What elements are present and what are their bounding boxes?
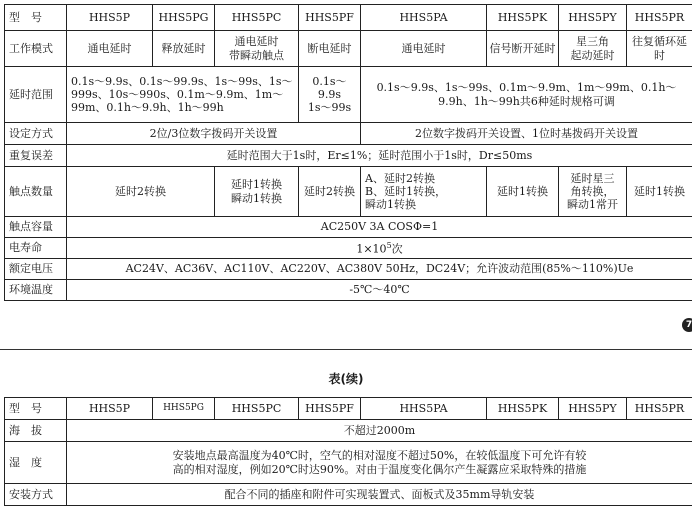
cell-work-mode-pg: 释放延时	[153, 31, 215, 67]
label-setting: 设定方式	[5, 123, 67, 145]
label-altitude: 海 拔	[5, 420, 67, 442]
spec-table	[4, 4, 692, 301]
header2-hhs5pg: HHS5PG	[153, 398, 215, 420]
row-mounting	[5, 484, 692, 506]
life-unit: 次	[391, 242, 403, 256]
label-temp: 环境温度	[5, 280, 67, 301]
header-hhs5pa: HHS5PA	[361, 5, 487, 31]
cell-setting-right: 2位数字拨码开关设置、1位时基拨码开关设置	[361, 123, 692, 145]
cell-contacts-p: 延时2转换	[67, 167, 215, 217]
row-humidity	[5, 442, 692, 484]
cell-contacts-pk: 延时1转换	[487, 167, 559, 217]
life-exponent: 5	[386, 240, 392, 250]
cell-altitude: 不超过2000m	[67, 420, 692, 442]
row-temp	[5, 280, 692, 301]
cell-work-mode-p: 通电延时	[67, 31, 153, 67]
row-capacity	[5, 217, 692, 238]
header-hhs5pf: HHS5PF	[299, 5, 361, 31]
header2-hhs5p: HHS5P	[67, 398, 153, 420]
header2-model: 型 号	[5, 398, 67, 420]
life-base: 1×10	[356, 242, 387, 256]
header2-hhs5pc: HHS5PC	[215, 398, 299, 420]
header-hhs5p: HHS5P	[67, 5, 153, 31]
row-repeat-error	[5, 145, 692, 167]
header2-hhs5pa: HHS5PA	[361, 398, 487, 420]
cell-mounting: 配合不同的插座和附件可实现装置式、面板式及35mm导轨安装	[67, 484, 692, 506]
cell-life	[67, 238, 692, 259]
cell-setting-left: 2位/3位数字拨码开关设置	[67, 123, 361, 145]
header-hhs5pg: HHS5PG	[153, 5, 215, 31]
cell-work-mode-pr: 往复循环延时	[627, 31, 692, 67]
label-humidity: 湿 度	[5, 442, 67, 484]
header-hhs5pk: HHS5PK	[487, 5, 559, 31]
cell-work-mode-pk: 信号断开延时	[487, 31, 559, 67]
cell-capacity: AC250V 3A COSΦ=1	[67, 217, 692, 238]
header2-hhs5py: HHS5PY	[559, 398, 627, 420]
header-model: 型 号	[5, 5, 67, 31]
label-repeat-error: 重复误差	[5, 145, 67, 167]
row-work-mode	[5, 31, 692, 67]
cell-voltage: AC24V、AC36V、AC110V、AC220V、AC380V 50Hz，DC24V；允许波动范围(85%～110%)Ue	[67, 259, 692, 280]
header-row	[5, 5, 692, 31]
page-divider	[0, 349, 692, 350]
cell-temp: -5℃～40℃	[67, 280, 692, 301]
cell-delay-range-mid: 0.1s～9.9s 1s～99s	[299, 67, 361, 123]
cell-work-mode-py: 星三角 起动延时	[559, 31, 627, 67]
label-delay-range: 延时范围	[5, 67, 67, 123]
row-contacts	[5, 167, 692, 217]
cell-work-mode-pa: 通电延时	[361, 31, 487, 67]
cell-contacts-pa: A、延时2转换 B、延时1转换， 瞬动1转换	[361, 167, 487, 217]
cell-humidity: 安装地点最高温度为40℃时，空气的相对湿度不超过50%，在较低温度下可允许有较 高的相对湿度，例如20℃时达90%。对由于温度变化偶尔产生凝露应采取特殊的措施	[67, 442, 692, 484]
header2-hhs5pk: HHS5PK	[487, 398, 559, 420]
header-row-2	[5, 398, 692, 420]
table-caption: 表(续)	[328, 372, 364, 386]
row-voltage	[5, 259, 692, 280]
row-setting	[5, 123, 692, 145]
row-altitude	[5, 420, 692, 442]
label-work-mode: 工作模式	[5, 31, 67, 67]
spec-table-continued	[4, 397, 692, 506]
cell-delay-range-right: 0.1s～9.9s、1s～99s、0.1m～9.9m、1m～99m、0.1h～9.9h、1h～99h共6种延时规格可调	[361, 67, 692, 123]
row-delay-range	[5, 67, 692, 123]
header-hhs5pr: HHS5PR	[627, 5, 692, 31]
cell-contacts-pr: 延时1转换	[627, 167, 692, 217]
label-life: 电寿命	[5, 238, 67, 259]
cell-work-mode-pc: 通电延时 带瞬动触点	[215, 31, 299, 67]
header2-hhs5pf: HHS5PF	[299, 398, 361, 420]
header-hhs5pc: HHS5PC	[215, 5, 299, 31]
cell-contacts-pf: 延时2转换	[299, 167, 361, 217]
cell-repeat-error: 延时范围大于1s时，Er≤1%；延时范围小于1s时，Dr≤50ms	[67, 145, 692, 167]
page-number-badge: 7	[682, 318, 692, 332]
cell-delay-range-left: 0.1s～9.9s、0.1s～99.9s、1s～99s、1s～999s、10s～990s、0.1m～9.9m、1m～99m、0.1h～9.9h、1h～99h	[67, 67, 299, 123]
label-capacity: 触点容量	[5, 217, 67, 238]
label-contacts: 触点数量	[5, 167, 67, 217]
cell-contacts-pc: 延时1转换 瞬动1转换	[215, 167, 299, 217]
cell-contacts-py: 延时星三 角转换， 瞬动1常开	[559, 167, 627, 217]
label-voltage: 额定电压	[5, 259, 67, 280]
header-hhs5py: HHS5PY	[559, 5, 627, 31]
row-life	[5, 238, 692, 259]
cell-work-mode-pf: 断电延时	[299, 31, 361, 67]
label-mounting: 安装方式	[5, 484, 67, 506]
header2-hhs5pr: HHS5PR	[627, 398, 692, 420]
